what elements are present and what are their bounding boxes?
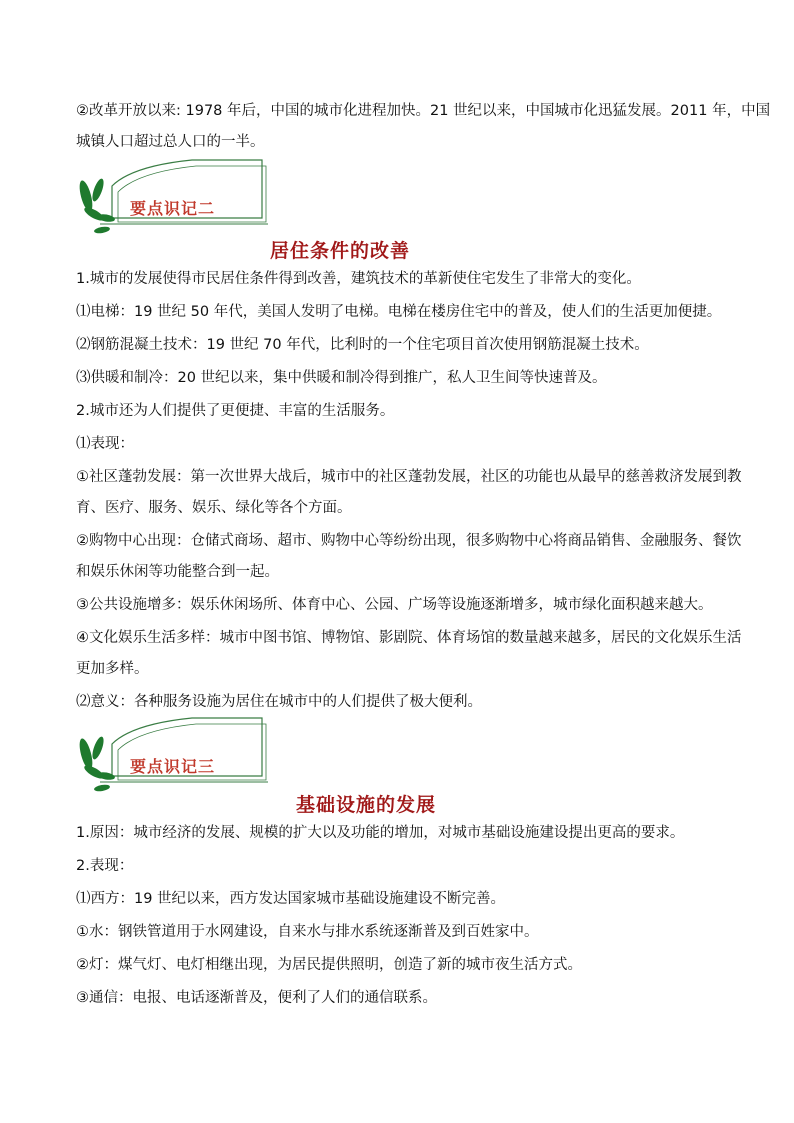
- paragraph: 1.城市的发展使得市民居住条件得到改善，建筑技术的革新使住宅发生了非常大的变化。: [76, 271, 641, 287]
- paragraph-reform-era: [76, 96, 771, 158]
- text-line: ①社区蓬勃发展：第一次世界大战后，城市中的社区蓬勃发展，社区的功能也从最早的慈善救济发展到教: [76, 469, 742, 485]
- section-infrastructure-body: [76, 818, 726, 1014]
- paragraph: ①水：钢铁管道用于水网建设，自来水与排水系统逐渐普及到百姓家中。: [76, 924, 539, 940]
- paragraph: 1.原因：城市经济的发展、规模的扩大以及功能的增加，对城市基础设施建设提出更高的要求。: [76, 825, 685, 841]
- paragraph: 2.城市还为人们提供了更便捷、丰富的生活服务。: [76, 403, 395, 419]
- key-point-badge-2: [72, 156, 272, 234]
- paragraph: ⑵意义：各种服务设施为居住在城市中的人们提供了极大便利。: [76, 694, 482, 710]
- paragraph: ⑵钢筋混凝土技术：19 世纪 70 年代，比利时的一个住宅项目首次使用钢筋混凝土技术。: [76, 337, 649, 353]
- paragraph: ⑴电梯：19 世纪 50 年代，美国人发明了电梯。电梯在楼房住宅中的普及，使人们的生活更加便捷。: [76, 304, 722, 320]
- leaf-sprig-icon: [72, 156, 272, 234]
- paragraph: ③通信：电报、电话逐渐普及，便利了人们的通信联系。: [76, 990, 437, 1006]
- section-heading-housing: 居住条件的改善: [270, 240, 411, 262]
- text-line: ②改革开放以来: 1978 年后，中国的城市化进程加快。21 世纪以来，中国城市化迅猛发展。2011 年，中国: [76, 103, 771, 119]
- section-housing-body: [76, 264, 742, 718]
- text-line: ④文化娱乐生活多样：城市中图书馆、博物馆、影剧院、体育场馆的数量越来越多，居民的文化娱乐生活: [76, 630, 742, 646]
- text-line: 和娱乐休闲等功能整合到一起。: [76, 564, 279, 580]
- badge-title: 要点识记二: [130, 199, 216, 218]
- badge-title: 要点识记三: [130, 757, 216, 776]
- text-line: ②购物中心出现：仓储式商场、超市、购物中心等纷纷出现，很多购物中心将商品销售、金融服务、餐饮: [76, 533, 742, 549]
- leaf-sprig-icon: [72, 714, 272, 792]
- section-heading-infrastructure: 基础设施的发展: [296, 794, 437, 816]
- paragraph: ⑶供暖和制冷：20 世纪以来，集中供暖和制冷得到推广，私人卫生间等快速普及。: [76, 370, 607, 386]
- paragraph: ⑴西方：19 世纪以来，西方发达国家城市基础设施建设不断完善。: [76, 891, 506, 907]
- paragraph: 2.表现：: [76, 858, 134, 874]
- text-line: 更加多样。: [76, 661, 149, 677]
- paragraph: ③公共设施增多：娱乐休闲场所、体育中心、公园、广场等设施逐渐增多，城市绿化面积越来越大。: [76, 597, 713, 613]
- text-line: 城镇人口超过总人口的一半。: [76, 134, 265, 150]
- paragraph: ⑴表现：: [76, 436, 134, 452]
- text-line: 育、医疗、服务、娱乐、绿化等各个方面。: [76, 500, 352, 516]
- key-point-badge-3: [72, 714, 272, 792]
- paragraph: ②灯：煤气灯、电灯相继出现，为居民提供照明，创造了新的城市夜生活方式。: [76, 957, 582, 973]
